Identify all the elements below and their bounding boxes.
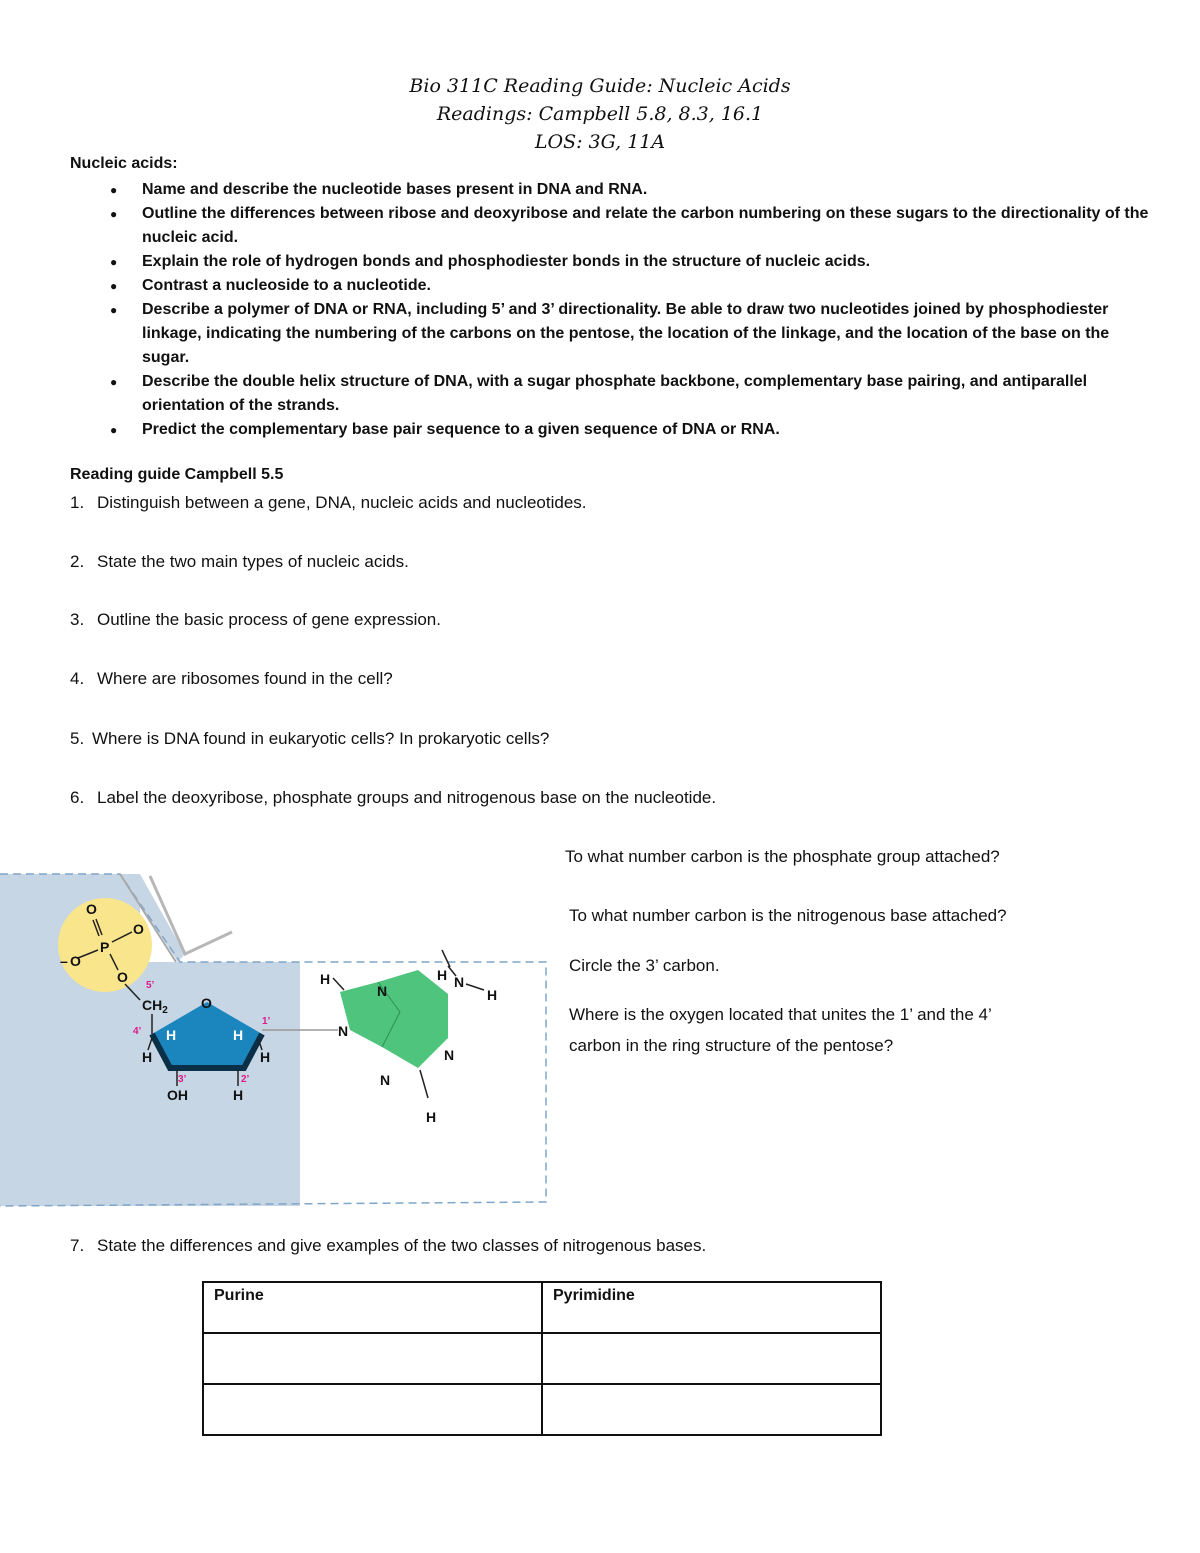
table-header-pyrimidine: Pyrimidine (542, 1282, 881, 1333)
base-h-bottom: H (426, 1109, 437, 1125)
objectives-heading: Nucleic acids: (70, 155, 178, 172)
los-line: LOS: 3G, 11A (534, 131, 666, 153)
nucleotide-diagram (0, 842, 560, 1214)
table-header-row (203, 1282, 881, 1333)
table-row (203, 1333, 881, 1384)
objective-item: ● Describe the double helix structure of DNA, with a sugar phosphate backbone, complementary base pairing, and antiparallel orientation of the strands. (70, 370, 1160, 418)
side-question-base-carbon: To what number carbon is the nitrogenous base attached? (569, 906, 1007, 925)
base-n-right: N (444, 1047, 455, 1063)
base-n-bottom: N (380, 1072, 391, 1088)
sugar-h-right-inner: H (233, 1027, 244, 1043)
side-question-phosphate-carbon: To what number carbon is the phosphate group attached? (565, 847, 1000, 866)
table-cell[interactable] (542, 1333, 881, 1384)
phosphate-o-top: O (86, 901, 97, 917)
title-block (0, 72, 1200, 156)
base-h-top-right: H (437, 967, 448, 983)
carbon-label-3: 3’ (178, 1074, 187, 1085)
question-1: 1. Distinguish between a gene, DNA, nucleic acids and nucleotides. (70, 493, 587, 512)
reading-guide-heading: Reading guide Campbell 5.5 (70, 466, 284, 483)
question-6: 6. Label the deoxyribose, phosphate groups and nitrogenous base on the nucleotide. (70, 788, 717, 807)
base-bond (420, 1070, 428, 1098)
base-bond (466, 984, 484, 990)
carbon-label-4: 4’ (133, 1026, 142, 1037)
phosphate-o-bottom: O (117, 969, 128, 985)
objectives-list (70, 178, 1160, 442)
objective-item: ● Name and describe the nucleotide bases present in DNA and RNA. (70, 178, 1160, 202)
table-header-purine: Purine (203, 1282, 542, 1333)
base-h-top-left: H (320, 971, 331, 987)
objective-item: ● Describe a polymer of DNA or RNA, including 5’ and 3’ directionality. Be able to draw two nucleotides joined by phosphodiester linkage, indicating the numbering of the carbons on the pentose, the location of the linkage, and the location of the base on the sugar. (70, 298, 1160, 370)
carbon-label-1: 1’ (262, 1016, 271, 1027)
question-2: 2. State the two main types of nucleic acids. (70, 552, 409, 571)
table-cell[interactable] (542, 1384, 881, 1435)
carbon-label-5: 5’ (146, 980, 155, 991)
sugar-ring-o: O (201, 995, 212, 1011)
objective-item: ● Explain the role of hydrogen bonds and phosphodiester bonds in the structure of nucleic acids. (70, 250, 1160, 274)
phosphate-o-left: O (70, 953, 81, 969)
question-4: 4. Where are ribosomes found in the cell? (70, 669, 393, 688)
base-n-left: N (338, 1023, 349, 1039)
phosphate-minus: – (60, 953, 68, 969)
side-question-circle-carbon: Circle the 3’ carbon. (569, 956, 720, 975)
table-row (203, 1384, 881, 1435)
side-question-oxygen-line-1: Where is the oxygen located that unites the 1’ and the 4’ (569, 1005, 992, 1024)
carbon-label-2: 2’ (241, 1074, 250, 1085)
document-title: Bio 311C Reading Guide: Nucleic Acids (409, 75, 791, 97)
base-bond (442, 950, 450, 967)
base-n-top: N (377, 983, 388, 999)
table-cell[interactable] (203, 1333, 542, 1384)
sugar-oh: OH (167, 1087, 188, 1103)
base-n-amine: N (454, 974, 465, 990)
question-5: 5. Where is DNA found in eukaryotic cells? In prokaryotic cells? (70, 729, 550, 748)
sugar-h-left-inner: H (166, 1027, 177, 1043)
question-7: 7. State the differences and give examples of the two classes of nitrogenous bases. (70, 1236, 707, 1255)
objective-item: ● Contrast a nucleoside to a nucleotide. (70, 274, 1160, 298)
phosphate-o-right: O (133, 921, 144, 937)
phosphate-p: P (100, 939, 110, 955)
base-bond (333, 978, 344, 990)
bases-table (202, 1281, 882, 1436)
base-h-amine: H (487, 987, 498, 1003)
objective-item: ● Outline the differences between ribose and deoxyribose and relate the carbon numbering on these sugars to the directionality of the nucleic acid. (70, 202, 1160, 250)
table-cell[interactable] (203, 1384, 542, 1435)
sugar-h-bottom: H (233, 1087, 244, 1103)
side-question-oxygen-line-2: carbon in the ring structure of the pentose? (569, 1036, 894, 1055)
sugar-ch2: $CH_2$ (142, 997, 168, 1016)
question-3: 3. Outline the basic process of gene expression. (70, 610, 441, 629)
readings-line: Readings: Campbell 5.8, 8.3, 16.1 (436, 103, 764, 125)
sugar-h-right-outer: H (260, 1049, 271, 1065)
sugar-h-left-outer: H (142, 1049, 153, 1065)
objective-item: ● Predict the complementary base pair sequence to a given sequence of DNA or RNA. (70, 418, 1160, 442)
